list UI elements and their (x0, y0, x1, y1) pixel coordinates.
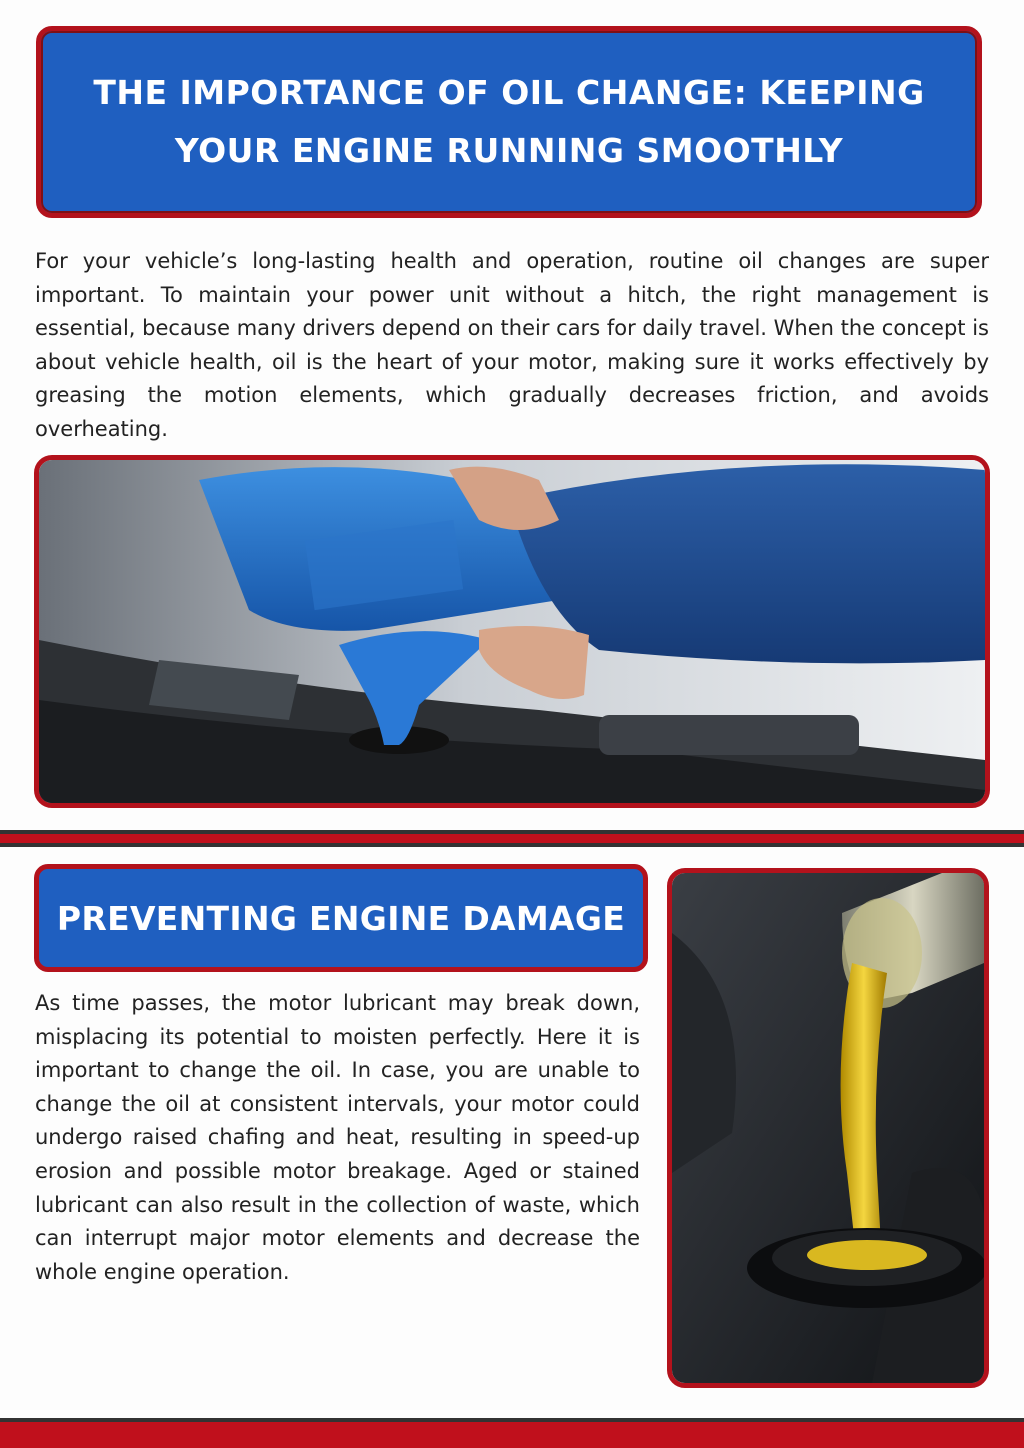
section-banner (34, 864, 648, 972)
section-divider (0, 830, 1024, 847)
mechanic-pouring-oil-photo (34, 455, 990, 808)
page-title: THE IMPORTANCE OF OIL CHANGE: KEEPING YOUR ENGINE RUNNING SMOOTHLY (93, 73, 925, 170)
title-banner (36, 26, 982, 218)
footer-bar (0, 1418, 1024, 1448)
oil-pouring-photo (667, 868, 989, 1388)
section-paragraph: As time passes, the motor lubricant may break down, misplacing its potential to moisten perfectly. Here it is important to change the oil. In case, you are unable to change the oil at consistent intervals, your motor could undergo raised chafing and heat, resulting in speed-up erosion and possible motor breakage. Aged or stained lubricant can also result in the collection of waste, which can interrupt major motor elements and decrease the whole engine operation. (35, 991, 640, 1284)
intro-paragraph: For your vehicle’s long-lasting health and operation, routine oil changes are super important. To maintain your power unit without a hitch, the right management is essential, because many drivers depend on their cars for daily travel. When the concept is about vehicle health, oil is the heart of your motor, making sure it works effectively by greasing the motion elements, which gradually decreases friction, and avoids overheating. (35, 249, 989, 441)
section-title: PREVENTING ENGINE DAMAGE (56, 898, 626, 938)
